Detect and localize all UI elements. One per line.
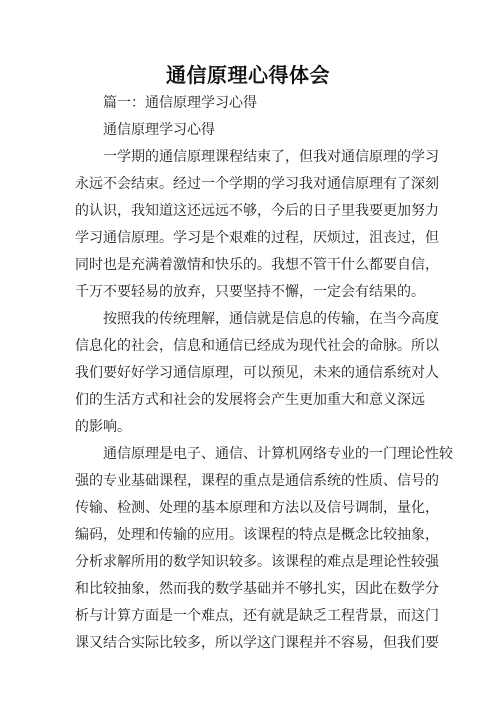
section-heading: 篇一：通信原理学习心得 [103,95,257,111]
paragraph-line: 分析求解所用的数学知识较多。该课程的难点是理论性较强 [75,554,439,570]
paragraph-line: 的影响。 [75,419,131,435]
paragraph-line: 通信原理是电子、通信、计算机网络专业的一门理论性较 [103,446,453,462]
paragraph-line: 同时也是充满着激情和快乐的。我想不管干什么都要自信， [75,257,439,273]
paragraph-line: 千万不要轻易的放弃，只要坚持不懈，一定会有结果的。 [75,284,425,300]
paragraph-line: 传输、检测、处理的基本原理和方法以及信号调制，量化， [75,500,439,516]
paragraph-line: 课又结合实际比较多，所以学这门课程并不容易，但我们要 [75,635,439,651]
paragraph-line: 按照我的传统理解，通信就是信息的传输，在当今高度 [103,311,439,327]
subheading: 通信原理学习心得 [103,122,215,138]
paragraph-line: 永远不会结束。经过一个学期的学习我对通信原理有了深刻 [75,176,439,192]
paragraph-line: 和比较抽象，然而我的数学基础并不够扎实，因此在数学分 [75,581,439,597]
paragraph-line: 强的专业基础课程，课程的重点是通信系统的性质、信号的 [75,473,439,489]
document-title: 通信原理心得体会 [166,63,330,87]
paragraph-line: 析与计算方面是一个难点，还有就是缺乏工程背景，而这门 [75,608,439,624]
paragraph-line: 一学期的通信原理课程结束了，但我对通信原理的学习 [103,149,439,165]
paragraph-line: 我们要好好学习通信原理，可以预见，未来的通信系统对人 [75,365,439,381]
paragraph-line: 编码，处理和传输的应用。该课程的特点是概念比较抽象， [75,527,439,543]
paragraph-line: 们的生活方式和社会的发展将会产生更加重大和意义深远 [75,392,425,408]
paragraph-line: 的认识，我知道这还远远不够，今后的日子里我要更加努力 [75,203,439,219]
paragraph-line: 信息化的社会，信息和通信已经成为现代社会的命脉。所以 [75,338,439,354]
paragraph-line: 学习通信原理。学习是个艰难的过程，厌烦过，沮丧过，但 [75,230,439,246]
